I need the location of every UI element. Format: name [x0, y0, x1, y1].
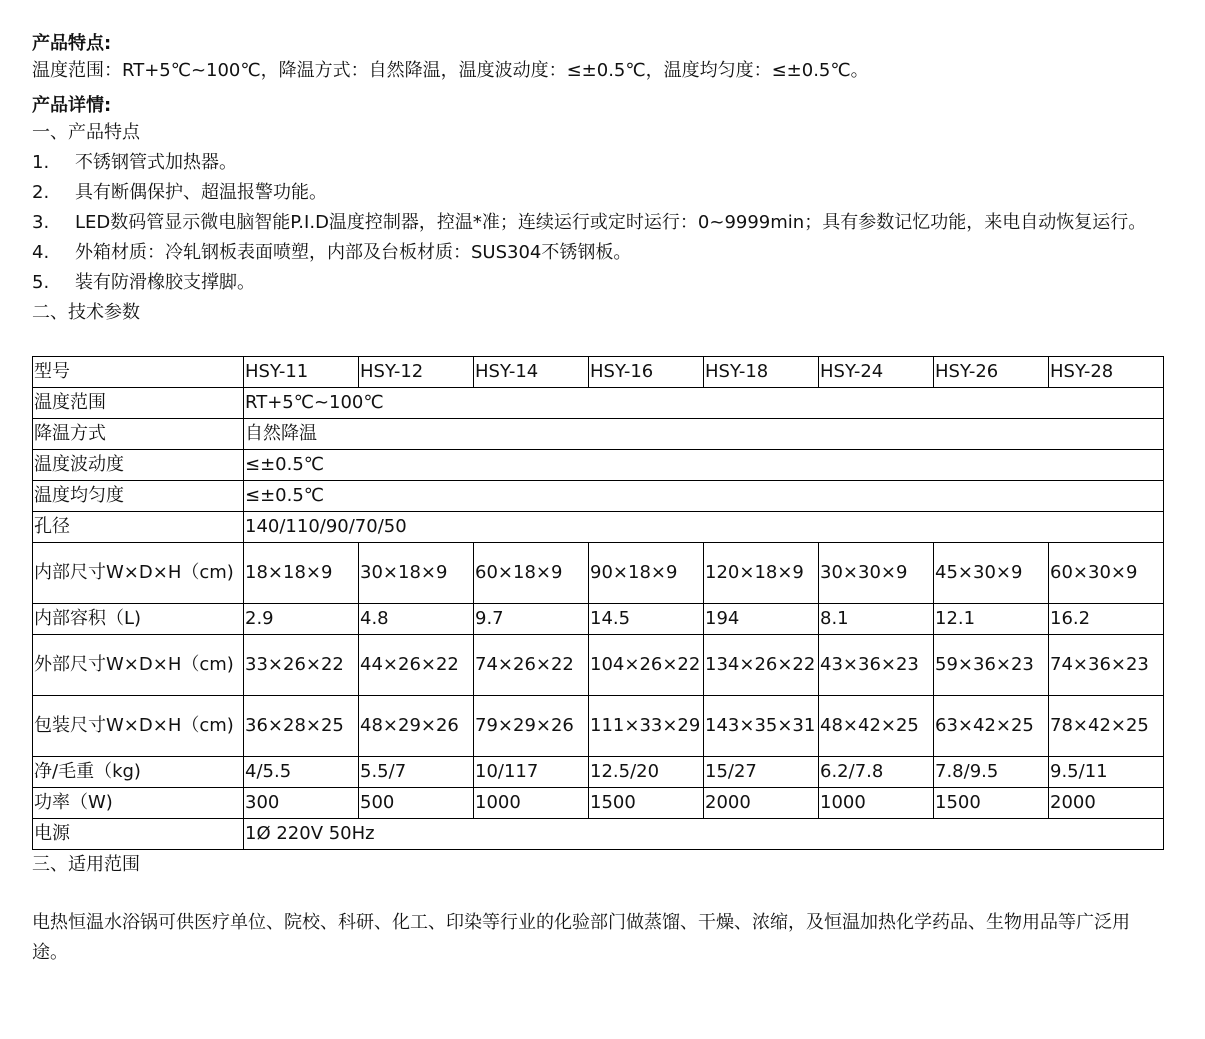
table-cell: RT+5℃~100℃ — [244, 388, 1164, 419]
row-label: 温度范围 — [33, 388, 244, 419]
table-cell: ≤±0.5℃ — [244, 481, 1164, 512]
section3-title: 三、适用范围 — [32, 854, 140, 875]
table-cell: 500 — [359, 788, 474, 819]
row-label: 内部尺寸W×D×H（cm) — [33, 543, 244, 604]
feature-number: 2. — [32, 182, 50, 203]
table-cell: 48×29×26 — [359, 696, 474, 757]
features-summary: 温度范围：RT+5℃~100℃，降温方式：自然降温，温度波动度：≤±0.5℃，温度均匀度：≤±0.5℃。 — [32, 60, 869, 81]
table-cell: 120×18×9 — [704, 543, 819, 604]
table-row — [33, 357, 1164, 388]
table-cell: ≤±0.5℃ — [244, 450, 1164, 481]
usage-text: 电热恒温水浴锅可供医疗单位、院校、科研、化工、印染等行业的化验部门做蒸馏、干燥、浓缩，及恒温加热化学药品、生物用品等广泛用途。 — [32, 912, 1130, 963]
table-cell: 2.9 — [244, 604, 359, 635]
table-cell: 4.8 — [359, 604, 474, 635]
table-row — [33, 450, 1164, 481]
table-cell: 12.1 — [934, 604, 1049, 635]
feature-item — [32, 268, 1172, 298]
feature-text: LED数码管显示微电脑智能P.I.D温度控制器，控温*准；连续运行或定时运行：0~9999min；具有参数记忆功能，来电自动恢复运行。 — [75, 212, 1147, 233]
feature-text: 装有防滑橡胶支撑脚。 — [75, 272, 255, 293]
feature-item — [32, 148, 1172, 178]
table-cell: 104×26×22 — [589, 635, 704, 696]
table-cell: 45×30×9 — [934, 543, 1049, 604]
table-cell: 2000 — [704, 788, 819, 819]
row-label: 温度均匀度 — [33, 481, 244, 512]
feature-item — [32, 208, 1157, 238]
table-cell: 12.5/20 — [589, 757, 704, 788]
table-cell: 134×26×22 — [704, 635, 819, 696]
table-cell: 60×30×9 — [1049, 543, 1164, 604]
table-cell: 140/110/90/70/50 — [244, 512, 1164, 543]
spec-table — [32, 356, 1164, 850]
feature-text: 不锈钢管式加热器。 — [75, 152, 237, 173]
table-cell: 74×36×23 — [1049, 635, 1164, 696]
table-cell: 30×30×9 — [819, 543, 934, 604]
feature-item — [32, 178, 1172, 208]
model-cell: HSY-26 — [934, 357, 1049, 388]
table-row — [33, 481, 1164, 512]
table-cell: 44×26×22 — [359, 635, 474, 696]
table-cell: 9.7 — [474, 604, 589, 635]
row-label: 净/毛重（kg) — [33, 757, 244, 788]
table-cell: 6.2/7.8 — [819, 757, 934, 788]
details-heading: 产品详情: — [32, 95, 112, 116]
table-cell: 10/117 — [474, 757, 589, 788]
table-cell: 2000 — [1049, 788, 1164, 819]
feature-number: 1. — [32, 152, 50, 173]
model-cell: HSY-24 — [819, 357, 934, 388]
table-cell: 1Ø 220V 50Hz — [244, 819, 1164, 850]
model-cell: HSY-14 — [474, 357, 589, 388]
table-row — [33, 696, 1164, 757]
table-cell: 43×36×23 — [819, 635, 934, 696]
model-cell: HSY-16 — [589, 357, 704, 388]
table-row — [33, 419, 1164, 450]
table-cell: 300 — [244, 788, 359, 819]
model-cell: HSY-28 — [1049, 357, 1164, 388]
row-label: 电源 — [33, 819, 244, 850]
table-cell: 60×18×9 — [474, 543, 589, 604]
feature-item — [32, 238, 1172, 268]
table-cell: 59×36×23 — [934, 635, 1049, 696]
table-cell: 9.5/11 — [1049, 757, 1164, 788]
table-cell: 79×29×26 — [474, 696, 589, 757]
feature-text: 外箱材质：冷轧钢板表面喷塑，内部及台板材质：SUS304不锈钢板。 — [75, 242, 632, 263]
table-row — [33, 604, 1164, 635]
table-cell: 4/5.5 — [244, 757, 359, 788]
table-cell: 5.5/7 — [359, 757, 474, 788]
table-cell: 1000 — [819, 788, 934, 819]
row-label: 内部容积（L) — [33, 604, 244, 635]
table-cell: 7.8/9.5 — [934, 757, 1049, 788]
table-cell: 74×26×22 — [474, 635, 589, 696]
table-cell: 143×35×31 — [704, 696, 819, 757]
table-cell: 8.1 — [819, 604, 934, 635]
section2-title: 二、技术参数 — [32, 302, 140, 323]
table-cell: 33×26×22 — [244, 635, 359, 696]
model-cell: HSY-18 — [704, 357, 819, 388]
table-row — [33, 635, 1164, 696]
feature-number: 3. — [32, 212, 50, 233]
table-row — [33, 543, 1164, 604]
table-cell: 1000 — [474, 788, 589, 819]
table-cell: 30×18×9 — [359, 543, 474, 604]
table-cell: 111×33×29 — [589, 696, 704, 757]
feature-number: 5. — [32, 272, 50, 293]
row-label: 包装尺寸W×D×H（cm) — [33, 696, 244, 757]
section1-title: 一、产品特点 — [32, 122, 140, 143]
table-cell: 自然降温 — [244, 419, 1164, 450]
feature-text: 具有断偶保护、超温报警功能。 — [75, 182, 327, 203]
features-heading: 产品特点: — [32, 33, 112, 54]
row-label: 型号 — [33, 357, 244, 388]
row-label: 降温方式 — [33, 419, 244, 450]
model-cell: HSY-12 — [359, 357, 474, 388]
table-cell: 14.5 — [589, 604, 704, 635]
model-cell: HSY-11 — [244, 357, 359, 388]
table-cell: 48×42×25 — [819, 696, 934, 757]
table-row — [33, 757, 1164, 788]
table-cell: 63×42×25 — [934, 696, 1049, 757]
table-cell: 15/27 — [704, 757, 819, 788]
table-row — [33, 388, 1164, 419]
feature-number: 4. — [32, 242, 50, 263]
table-cell: 36×28×25 — [244, 696, 359, 757]
table-cell: 1500 — [934, 788, 1049, 819]
table-cell: 194 — [704, 604, 819, 635]
row-label: 功率（W) — [33, 788, 244, 819]
table-cell: 90×18×9 — [589, 543, 704, 604]
table-row — [33, 512, 1164, 543]
table-row — [33, 819, 1164, 850]
row-label: 孔径 — [33, 512, 244, 543]
row-label: 温度波动度 — [33, 450, 244, 481]
table-cell: 18×18×9 — [244, 543, 359, 604]
table-cell: 1500 — [589, 788, 704, 819]
row-label: 外部尺寸W×D×H（cm) — [33, 635, 244, 696]
table-cell: 16.2 — [1049, 604, 1164, 635]
table-row — [33, 788, 1164, 819]
table-cell: 78×42×25 — [1049, 696, 1164, 757]
